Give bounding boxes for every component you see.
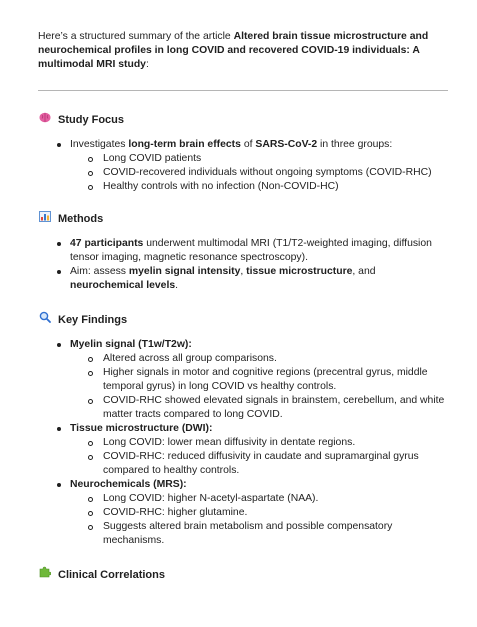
section-heading-methods xyxy=(38,211,448,227)
intro-paragraph xyxy=(38,30,448,72)
list-item: COVID-RHC showed elevated signals in brainstem, cerebellum, and white matter tracts compared to long COVID. xyxy=(70,394,448,422)
list-item: Long COVID: lower mean diffusivity in dentate regions. xyxy=(70,436,448,450)
horizontal-rule xyxy=(38,90,448,91)
list-item: Suggests altered brain metabolism and possible compensatory mechanisms. xyxy=(70,520,448,548)
key-findings-list xyxy=(38,338,448,548)
bar-chart-icon xyxy=(38,211,52,227)
magnifier-icon xyxy=(38,311,52,328)
methods-heading: Methods xyxy=(58,213,104,225)
list-item: Altered across all group comparisons. xyxy=(70,352,448,366)
list-item: COVID-recovered individuals without ongoing symptoms (COVID-RHC) xyxy=(70,166,448,180)
list-item: COVID-RHC: higher glutamine. xyxy=(70,506,448,520)
intro-pre: Here’s a structured summary of the article xyxy=(38,31,234,42)
article-title: Altered brain tissue microstructure and neurochemical profiles in long COVID and recovered COVID-19 individuals: A multimodal MRI study xyxy=(38,31,429,70)
list-item: Investigates long-term brain effects of SARS-CoV-2 in three groups: Long COVID patients COVID-recovered individuals without ongoing symptoms (COVID-RHC) Healthy controls with no infection (Non-COVID-HC) xyxy=(38,138,448,194)
list-item: Neurochemicals (MRS): Long COVID: higher N-acetyl-aspartate (NAA). COVID-RHC: higher glutamine. Suggests altered brain metabolism and possible compensatory mechanisms. xyxy=(38,478,448,548)
list-item: COVID-RHC: reduced diffusivity in caudate and supramarginal gyrus compared to healthy controls. xyxy=(70,450,448,478)
document-page xyxy=(38,0,448,583)
neurochemicals-sublist xyxy=(70,492,448,548)
list-item: Aim: assess myelin signal intensity, tissue microstructure, and neurochemical levels. xyxy=(38,265,448,293)
study-focus-list xyxy=(38,138,448,194)
key-findings-heading: Key Findings xyxy=(58,313,128,326)
intro-post: : xyxy=(145,59,149,70)
microstructure-sublist xyxy=(70,436,448,478)
list-item: Tissue microstructure (DWI): Long COVID: lower mean diffusivity in dentate regions. COVID-RHC: reduced diffusivity in caudate and supramarginal gyrus compared to healthy controls. xyxy=(38,422,448,478)
section-heading-clinical-correlations xyxy=(38,566,448,583)
methods-list xyxy=(38,237,448,293)
myelin-sublist xyxy=(70,352,448,422)
brain-icon xyxy=(38,112,52,128)
list-item: Higher signals in motor and cognitive regions (precentral gyrus, middle temporal gyrus) in long COVID vs healthy controls. xyxy=(70,366,448,394)
study-focus-heading: Study Focus xyxy=(58,114,125,126)
list-item: Healthy controls with no infection (Non-COVID-HC) xyxy=(70,180,448,194)
section-heading-study-focus xyxy=(38,112,448,128)
list-item: Long COVID: higher N-acetyl-aspartate (NAA). xyxy=(70,492,448,506)
list-item: 47 participants underwent multimodal MRI (T1/T2-weighted imaging, diffusion tensor imaging, magnetic resonance spectroscopy). xyxy=(38,237,448,265)
clinical-correlations-heading: Clinical Correlations xyxy=(58,568,165,581)
section-heading-key-findings xyxy=(38,311,448,328)
puzzle-icon xyxy=(38,566,52,583)
group-sublist xyxy=(70,152,448,194)
list-item: Long COVID patients xyxy=(70,152,448,166)
list-item: Myelin signal (T1w/T2w): Altered across all group comparisons. Higher signals in motor and cognitive regions (precentral gyrus, middle temporal gyrus) in long COVID vs healthy controls. COVID-RHC showed elevated signals in brainstem, cerebellum, and white matter tracts compared to long COVID. xyxy=(38,338,448,422)
